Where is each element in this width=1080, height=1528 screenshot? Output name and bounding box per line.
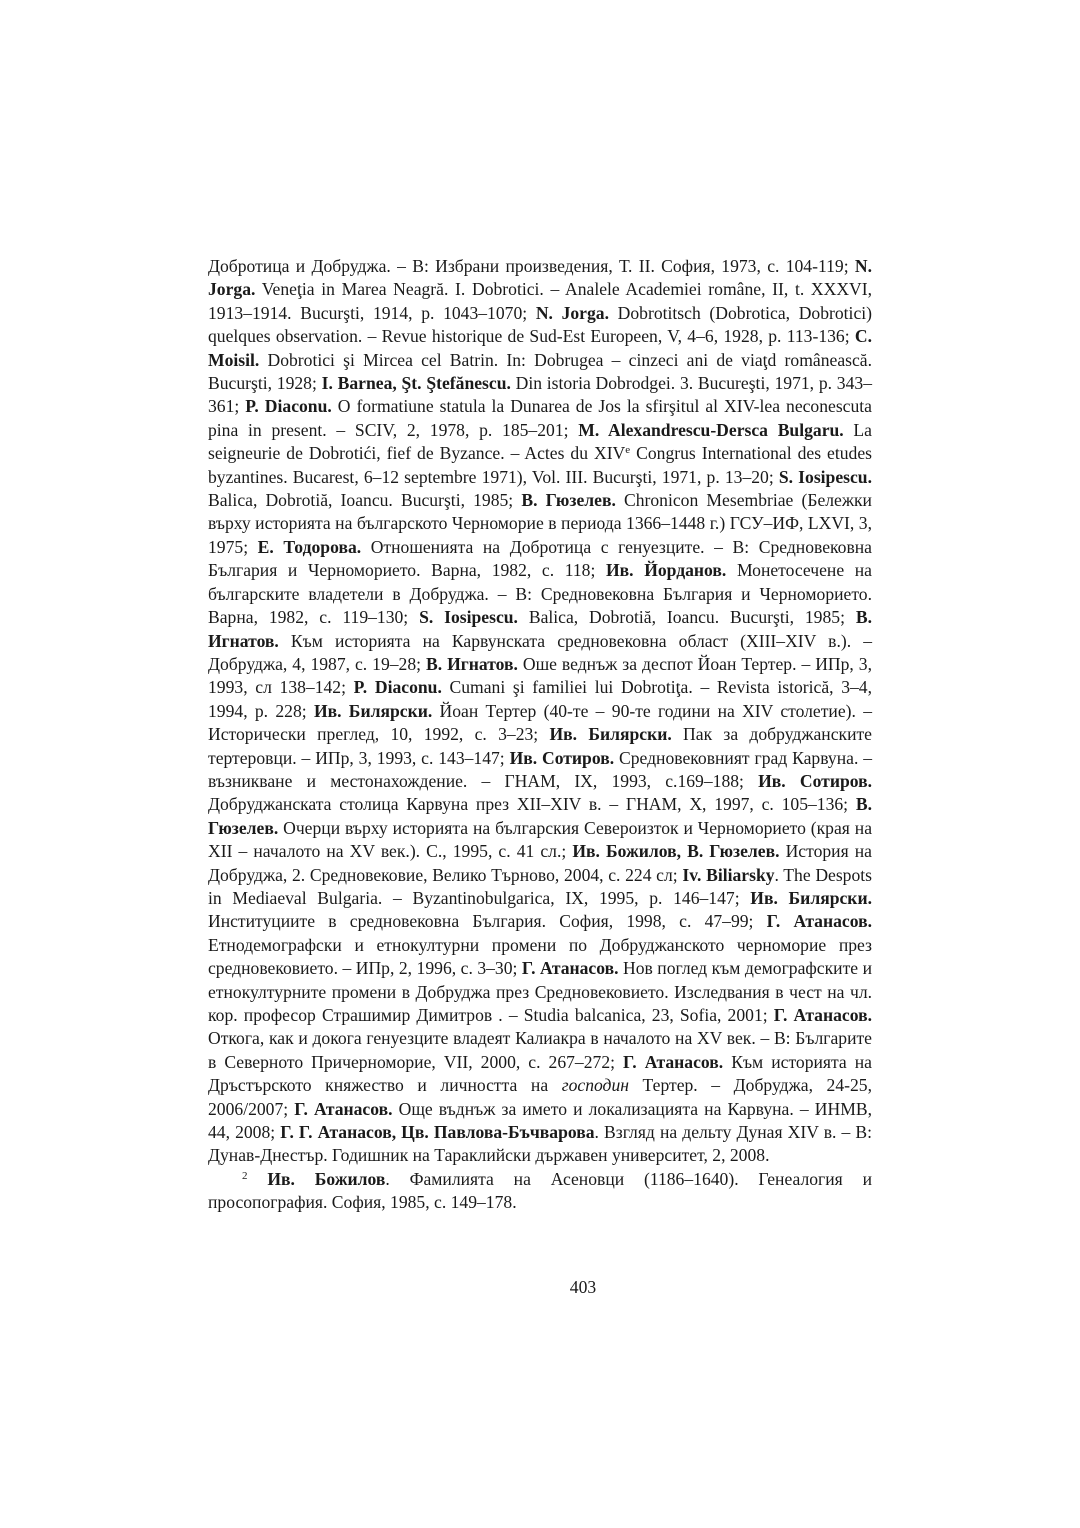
citation-text: O formatiune statula la Dunarea de Jos la sfirşitul al XIV-lea neconescuta pina in present. – SCIV, 2, 1978, p. 185–201; (208, 396, 872, 440)
author-name: Г. Атанасов. (294, 1098, 393, 1119)
author-name: Ив. Билярски. (313, 700, 433, 721)
citation-text: Откога, как и докога генуезците владеят Калиакра в началото на XV век. – В: Българите в Северното Причерноморие, VII, 2000, с. 267–272; (208, 1028, 872, 1072)
author-name: N. Jorga. (208, 256, 872, 300)
author-name: Г. Атанасов. (623, 1051, 724, 1072)
citation-text: Добруджанската столица Карвуна през XII–XIV в. – ГНАМ, X, 1997, с. 105–136; (208, 794, 856, 815)
citation-text: Veneţia in Marea Neagră. I. Dobrotici. – Analele Academiei române, II, t. XXXVI, 1913–1914. Bucurşti, 1914, p. 1043–1070; (208, 279, 872, 323)
author-name: S. Iosipescu. (419, 607, 518, 628)
citation-text: . The Despots in Mediaeval Bulgaria. – Byzantinobulgarica, IX, 1995, p. 146–147; (208, 864, 873, 908)
citation-text: Още въднъж за името и локализацията на Карвуна. – ИНМВ, 44, 2008; (208, 1098, 872, 1143)
citation-text: Оше веднъж за деспот Йоан Тертер. – ИПр, 3, 1993, сл 138–142; (208, 653, 872, 698)
author-name: Г. Атанасов. (521, 958, 619, 979)
author-name: Iv. Biliarsky (682, 864, 775, 885)
author-name: Ив. Сотиров. (758, 770, 872, 791)
citation-text: Институциите в средновековна България. София, 1998, с. 47–99; (208, 911, 767, 932)
author-name: I. Barnea, Şt. Ştefănescu. (321, 373, 511, 394)
citation-text: Етнодемографски и етнокултурни промени по Добруджанското черноморие през средновековието. – ИПр, 2, 1996, с. 3–30; (208, 934, 872, 979)
citation-text: Din istoria Dobrodgei. 3. Bucureşti, 1971, p. 343–361; (208, 373, 872, 417)
author-name: Ив. Билярски. (549, 724, 672, 745)
citation-text: Към историята на Дръстърското княжество и личността на (208, 1051, 872, 1096)
citation-text: Очерци върху историята на българския Североизток и Черноморието (края на XII – началото на XV век.). С., 1995, с. 41 сл.; (208, 817, 872, 862)
author-name: P. Diaconu. (245, 396, 332, 417)
footnote-2 (208, 1168, 872, 1215)
superscript-mark: 2 (242, 1169, 248, 1182)
citation-text: Chronicon Mesembriae (Бележки върху историята на българското Черноморие в периода 1366–1448 г.) ГСУ–ИФ, LXVI, 3, 1975; (208, 490, 872, 557)
citation-text: Congrus International des etudes byzantines. Bucarest, 6–12 septembre 1971), Vol. III. Bucurşti, 1971, p. 13–20; (208, 443, 872, 487)
citation-text: История на Добруджа, 2. Средновековие, Велико Търново, 2004, с. 224 сл; (208, 841, 872, 885)
author-name: В. Гюзелев. (521, 490, 616, 511)
citation-text: Средновековният град Карвуна. – възникване и местонахождение. – ГНАМ, IX, 1993, с.169–188; (208, 747, 873, 791)
author-name: В. Гюзелев. (208, 794, 872, 838)
citation-text: Отношенията на Добротица с генуезците. – В: Средновековна България и Черноморието. Варна, 1982, с. 118; (208, 536, 872, 581)
citation-text: Пак за добруджанските тертеровци. – ИПр, 3, 1993, с. 143–147; (208, 724, 872, 768)
author-name: В. Игнатов. (426, 653, 518, 674)
author-name: Ив. Йорданов. (605, 560, 727, 581)
author-name: Г. Атанасов. (766, 911, 872, 932)
citation-text: . Взгляд на дельту Дуная XIV в. – В: Дунав-Днестър. Годишник на Тараклийски държавен университет, 2, 2008. (208, 1122, 872, 1166)
citation-text: . Фамилията на Асеновци (1186–1640). Генеалогия и просопография. София, 1985, с. 149–178. (208, 1168, 872, 1213)
citation-text: Тертер. – Добруджа, 24-25, 2006/2007; (208, 1075, 872, 1119)
citation-text: Balica, Dobrotiă, Ioancu. Bucurşti, 1985; (517, 607, 856, 628)
citation-text: Монетосечене на българските владетели в Добруджа. – В: Средновековна България и Черноморието. Варна, 1982, с. 119–130; (208, 560, 872, 628)
citation-text: Нов поглед към демографските и етнокултурните промени в Добруджа през Средновековието. Изследвания в чест на чл. кор. професор Страшимир Димитров . – Studia balcanica, 23, Sofia, 2001; (208, 958, 872, 1025)
author-name: P. Diaconu. (353, 677, 442, 698)
author-name: Е. Тодорова. (257, 536, 362, 557)
citation-text: Към историята на Карвунската средновековна област (XIII–XIV в.). – Добруджа, 4, 1987, с. 19–28; (208, 630, 872, 674)
citation-text: Dobrotici şi Mircea cel Batrin. In: Dobrugea – cinzeci ani de viaţd românească. Bucurşti, 1928; (208, 349, 872, 394)
citation-text: La seigneurie de Dobrotići, fief de Byzance. – Actes du XIV (208, 419, 872, 464)
citation-text: Cumani şi familiei lui Dobrotiţa. – Revista istorică, 3–4, 1994, p. 228; (208, 677, 872, 721)
author-name: Г. Г. Атанасов, Цв. Павлова-Бъчварова (280, 1122, 595, 1143)
author-name: C. Moisil. (208, 326, 872, 370)
page-number: 403 (569, 1277, 597, 1297)
citation-text: Balica, Dobrotiă, Ioancu. Bucurşti, 1985; (208, 490, 522, 511)
citation-text (248, 1169, 268, 1189)
superscript-mark: e (625, 444, 631, 457)
author-name: Ив. Божилов, В. Гюзелев. (572, 841, 780, 862)
author-name: В. Игнатов. (208, 607, 872, 651)
page-body (208, 255, 872, 1215)
author-name: Ив. Билярски. (750, 887, 872, 908)
author-name: S. Iosipescu. (778, 466, 872, 487)
italic-term: господин (561, 1075, 629, 1096)
footnote-1-continued (208, 255, 872, 1168)
citation-text: Добротица и Добруджа. – В: Избрани произведения, Т. II. София, 1973, с. 104-119; (208, 256, 855, 276)
author-name: Ив. Божилов (267, 1168, 386, 1189)
citation-text: Йоан Тертер (40-те – 90-те години на XIV столетие). – Исторически преглед, 10, 1992, с. 3–23; (208, 700, 872, 745)
citation-text: Dobrotitsch (Dobrotica, Dobrotici) quelques observation. – Revue historique de Sud-Est Europeen, V, 4–6, 1928, p. 113-136; (208, 302, 872, 347)
author-name: M. Alexandrescu-Dersca Bulgaru. (578, 419, 844, 440)
author-name: Г. Атанасов. (773, 1005, 872, 1025)
author-name: N. Jorga. (535, 302, 609, 323)
author-name: Ив. Сотиров. (509, 747, 615, 768)
